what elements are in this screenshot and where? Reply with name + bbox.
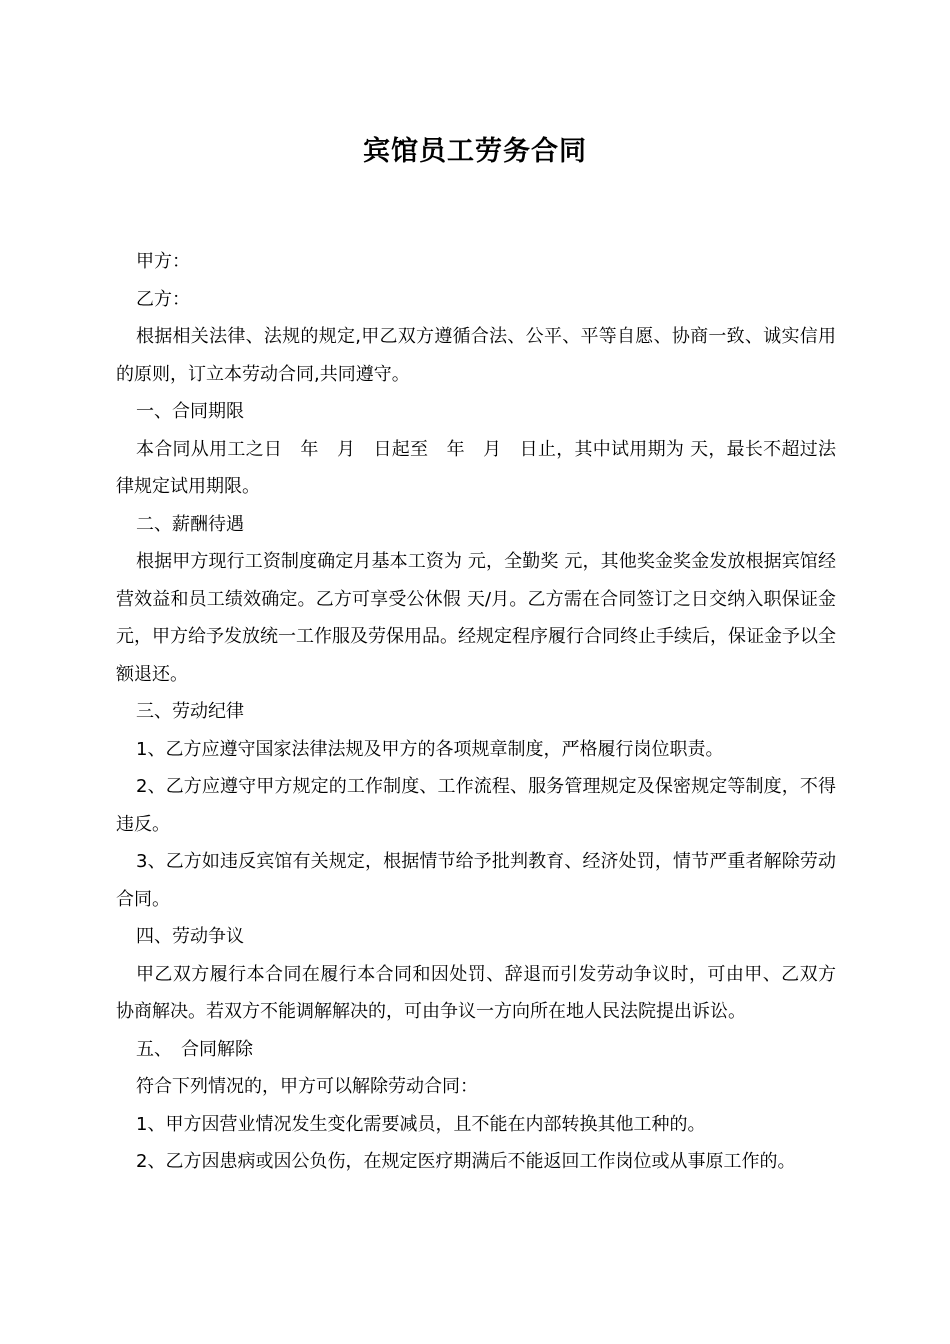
discipline-item-3: 3、乙方如违反宾馆有关规定，根据情节给予批判教育、经济处罚，情节严重者解除劳动合同。 [116,851,836,910]
termination-item-1: 1、甲方因营业情况发生变化需要减员，且不能在内部转换其他工种的。 [136,1113,706,1135]
section-heading-dispute: 四、劳动争议 [136,926,244,947]
party-a-line: 甲方： [136,251,190,272]
document-title: 宾馆员工劳务合同 [363,136,587,167]
termination-intro: 符合下列情况的，甲方可以解除劳动合同： [136,1076,478,1097]
preamble-paragraph: 根据相关法律、法规的规定,甲乙双方遵循合法、公平、平等自愿、协商一致、诚实信用的原则，订立本劳动合同,共同遵守。 [116,326,836,385]
document-body [116,243,836,1181]
discipline-item-2: 2、乙方应遵守甲方规定的工作制度、工作流程、服务管理规定及保密规定等制度，不得违反。 [116,776,836,835]
termination-item-2: 2、乙方因患病或因公负伤，在规定医疗期满后不能返回工作岗位或从事原工作的。 [136,1151,796,1172]
discipline-item-1: 1、乙方应遵守国家法律法规及甲方的各项规章制度，严格履行岗位职责。 [136,738,724,760]
dispute-paragraph: 甲乙双方履行本合同在履行本合同和因处罚、辞退而引发劳动争议时，可由甲、乙双方协商解决。若双方不能调解解决的，可由争议一方向所在地人民法院提出诉讼。 [116,963,836,1022]
term-paragraph: 本合同从用工之日 年 月 日起至 年 月 日止，其中试用期为 天，最长不超过法律规定试用期限。 [116,438,836,497]
salary-paragraph: 根据甲方现行工资制度确定月基本工资为 元，全勤奖 元，其他奖金奖金发放根据宾馆经营效益和员工绩效确定。乙方可享受公休假 天/月。乙方需在合同签订之日交纳入职保证金 元，甲方给予发放统一工作服及劳保用品。经规定程序履行合同终止手续后，保证金予以全额退还。 [116,551,836,685]
section-heading-salary: 二、薪酬待遇 [136,513,244,535]
section-heading-term: 一、合同期限 [136,401,244,422]
section-heading-discipline: 三、劳动纪律 [136,701,244,722]
section-heading-termination: 五、 合同解除 [136,1038,253,1060]
party-b-line: 乙方： [136,288,190,310]
